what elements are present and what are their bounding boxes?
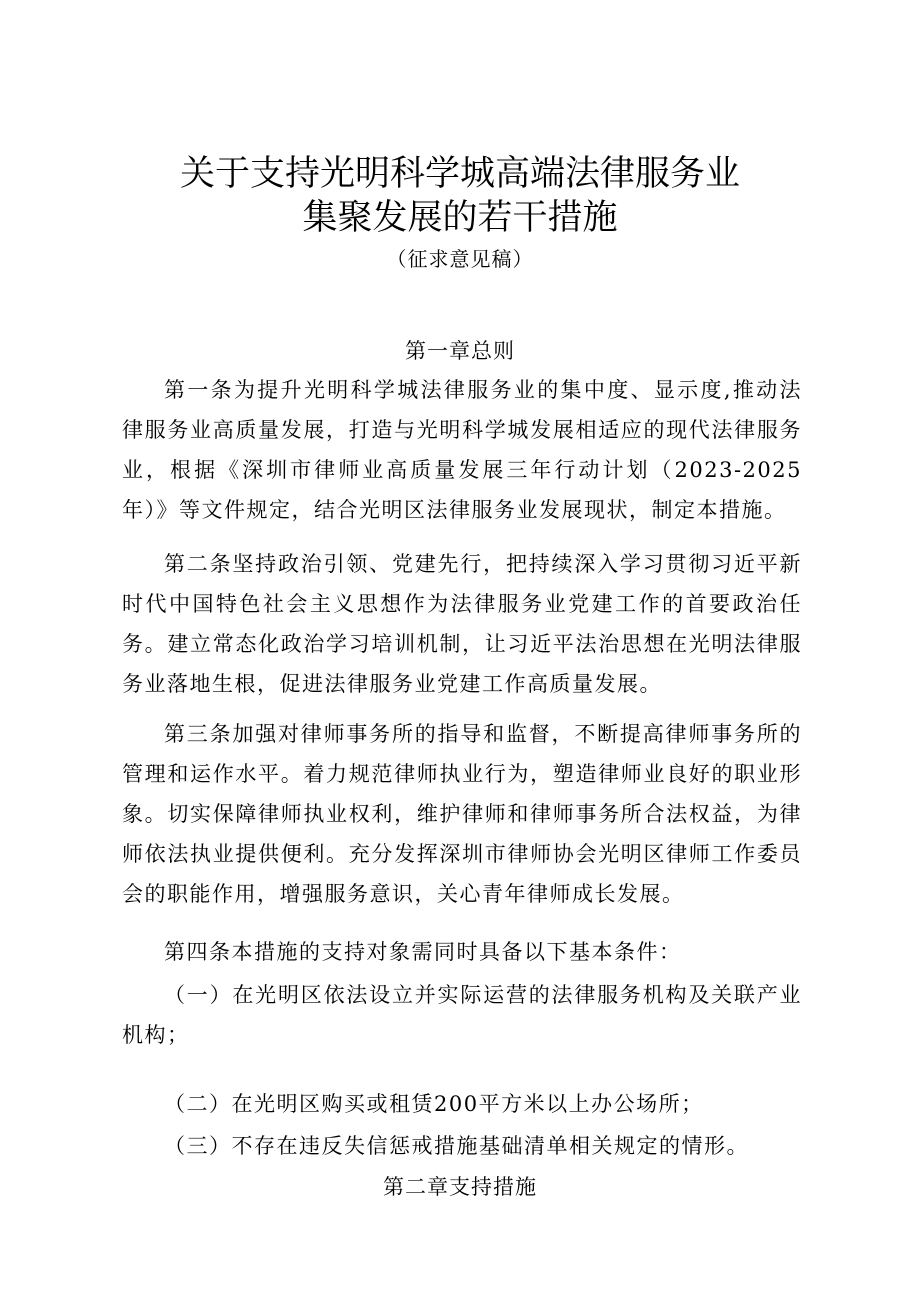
document-title-line-1: 关于支持光明科学城高端法律服务业 <box>179 154 740 194</box>
document-title-line-2: 集聚发展的若干措施 <box>302 198 618 238</box>
condition-2: （二）在光明区购买或租赁200平方米以上办公场所； <box>164 1092 704 1116</box>
document-subtitle: （征求意见稿） <box>386 247 534 271</box>
article-1: 第一条为提升光明科学城法律服务业的集中度、显示度,推动法律服务业高质量发展，打造与光明科学城发展相适应的现代法律服务业，根据《深圳市律师业高质量发展三年行动计划（2023-2025年）》等文件规定，结合光明区法律服务业发展现状，制定本措施。 <box>122 378 802 522</box>
article-3: 第三条加强对律师事务所的指导和监督，不断提高律师事务所的管理和运作水平。着力规范律师执业行为，塑造律师业良好的职业形象。切实保障律师执业权利，维护律师和律师事务所合法权益，为律师依法执业提供便利。充分发挥深圳市律师协会光明区律师工作委员会的职能作用，增强服务意识，关心青年律师成长发展。 <box>122 722 802 906</box>
chapter-2-heading: 第二章支持措施 <box>383 1175 537 1199</box>
chapter-1-heading: 第一章总则 <box>405 339 515 363</box>
condition-3: （三）不存在违反失信惩戒措施基础清单相关规定的情形。 <box>164 1134 749 1158</box>
condition-1: （一）在光明区依法设立并实际运营的法律服务机构及关联产业机构； <box>122 983 802 1047</box>
article-2: 第二条坚持政治引领、党建先行，把持续深入学习贯彻习近平新时代中国特色社会主义思想作为法律服务业党建工作的首要政治任务。建立常态化政治学习培训机制，让习近平法治思想在光明法律服务业落地生根，促进法律服务业党建工作高质量发展。 <box>122 552 802 696</box>
article-4: 第四条本措施的支持对象需同时具备以下基本条件： <box>164 940 682 964</box>
